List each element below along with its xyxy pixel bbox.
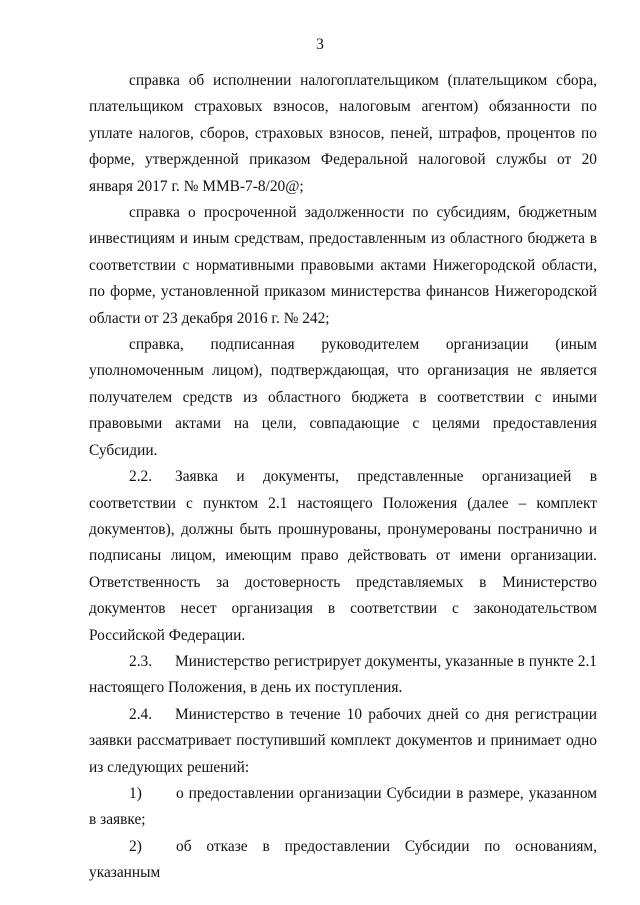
page-number: 3 (316, 36, 324, 53)
list-item-1 (89, 781, 597, 834)
paragraph-tax-certificate: справка об исполнении налогоплательщиком (плательщиком сбора, плательщиком страховых взносов, налоговым агентом) обязанности по уплате налогов, сборов, страховых взносов, пеней, штрафов, процентов по форме, утвержденной приказом Федеральной налоговой службы от 20 января 2017 г. № ММВ-7-8/20@; (89, 72, 597, 195)
paragraph-signed-certificate: справка, подписанная руководителем организации (иным уполномоченным лицом), подтверждающая, что организация не является получателем средств из областного бюджета в соответствии с иными правовыми актами на цели, совпадающие с целями предоставления Субсидии. (89, 336, 597, 459)
list-item-number: 2) (129, 837, 142, 855)
clause-number: 2.4. (129, 705, 153, 723)
list-item-2 (89, 834, 597, 887)
clause-text: Министерство регистрирует документы, указанные в пункте 2.1 настоящего Положения, в день их поступления. (89, 652, 597, 697)
clause-number: 2.2. (129, 468, 153, 486)
paragraph-overdue-debt-certificate: справка о просроченной задолженности по субсидиям, бюджетным инвестициям и иным средствам, предоставленным из областного бюджета в соответствии с нормативными правовыми актами Нижегородской области, по форме, установленной приказом министерства финансов Нижегородской области от 23 декабря 2016 г. № 242; (89, 204, 597, 327)
clause-2-4 (89, 702, 597, 781)
clause-number: 2.3. (129, 652, 153, 670)
list-item-text: о предоставлении организации Субсидии в размере, указанном в заявке; (89, 784, 597, 829)
clause-text: Министерство в течение 10 рабочих дней со дня регистрации заявки рассматривает поступивший комплект документов и принимает одно из следующих решений: (89, 705, 597, 776)
list-item-text: об отказе в предоставлении Субсидии по основаниям, указанным (89, 837, 597, 882)
document-body (89, 68, 597, 887)
clause-2-3 (89, 649, 597, 702)
clause-2-2 (89, 464, 597, 649)
clause-text: Заявка и документы, представленные организацией в соответствии с пунктом 2.1 настоящего Положения (далее – комплект документов), должны быть прошнурованы, пронумерованы постранично и подписаны лицом, имеющим право действовать от имени организации. Ответственность за достоверность представляемых в Министерство документов несет организация в соответствии с законодательством Российской Федерации. (89, 468, 597, 644)
list-item-number: 1) (129, 784, 142, 802)
